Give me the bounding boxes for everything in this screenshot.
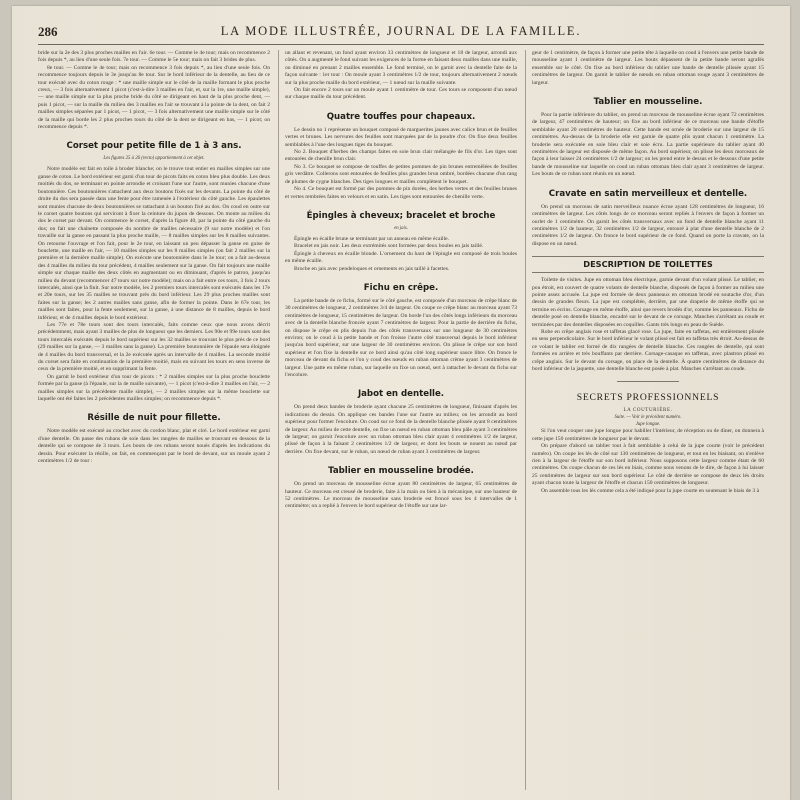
header-rule: [38, 44, 764, 45]
section-note: Suite. — Voir le précédent numéro.: [614, 415, 682, 421]
paragraph: On prépare d'abord un tablier tout à fait semblable à celui de la jupe courte (voir le précédent numéro). On coupe les lés de côté sur 130 centimètres de longueur, et tout en les biaisant, on n'enlève rien à la largeur de l'étoffe sur son bord inférieur. Nous supposons cette largeur comme étant de 60 centimètres. On coupe chacun de ces lés en biais, comme nous venons de le dire, de façon à lui laisser 25 centimètres de largeur sur son bord supérieur. Le côté de derrière se compose de deux lés droits ayant chacun toute la largeur de l'étoffe et chacun 150 centimètres de longueur.: [532, 443, 764, 487]
column-middle: [285, 50, 517, 794]
section-heading-tablier-mousseline: Tablier en mousseline.: [593, 97, 703, 108]
paragraph: Notre modèle est exécuté au crochet avec du cordon blanc, plat et ciré. Le bord extérieur est garni d'une dentelle. On passe des rubans de soie dans les rangées de mailles se trouvant en dessous de la dentelle qui se compose de 3 tours. Les bouts de ces rubans seront noués d'après les indications du dessin. Pour exécuter la résille, on fait, en commençant par le bord de devant, sur un moule ayant 2 centimètres 1/2 de tour :: [38, 428, 270, 465]
section-heading-resille: Résille de nuit pour fillette.: [87, 413, 221, 424]
paragraph: Épingle en écaille brune se terminant par un anneau en même écaille.: [294, 235, 449, 242]
paragraph: Toilette de visites. Jupe en ottoman bleu électrique, garnie devant d'un volant plissé. Le tablier, en pou étroit, est couvert de quatre volants de dentelle blanche, disposés de façon à former au milieu une pointe assez accusée. La jupe est formée de deux panneaux en ottoman brodé en soutache d'or, d'un dessin de grandes fleurs. La jupe est complétée, derrière, par une draperie de même étoffe qui se termine en écrins. Corsage en même étoffe, ainsi que revers brodés d'or, comme les panneaux. Fichu de dentelle posé en dentelle blanche, encadré sur le devant de ce corsage. Manches s'arrêtant au coude et terminées par des dentelles disposées en coquilles. Gants très longs en peau de Suède.: [532, 277, 764, 328]
section-heading-corset: Corset pour petite fille de 1 à 3 ans.: [66, 141, 242, 152]
section-rule: [617, 381, 679, 382]
paragraph: Bracelet en jais noir. Les deux extrémités sont formées par deux boules en jais taillé.: [294, 243, 484, 250]
section-heading-epingles: Épingles à cheveux; bracelet et broche: [306, 210, 496, 221]
newspaper-page: [12, 6, 790, 800]
paragraph: No 4. Ce bouquet est formé par des pommes de pin dorées, des herbes vertes et des feuilles brunes et vertes rembrées faites en velours et en satin. Les tiges sont entourées de chenille verte.: [285, 186, 517, 200]
section-note: en jais.: [394, 225, 408, 231]
section-heading-secrets: SECRETS PROFESSIONNELS: [576, 392, 720, 404]
paragraph: On fait encore 2 tours sur un moule ayant 1 centimètre de tour. Ces tours se composent d'un nœud sur chaque maille du tour précédent.: [285, 87, 517, 101]
column-left: [38, 50, 270, 794]
section-subheading: Jupe longue.: [635, 422, 661, 428]
paragraph: un allant et revenant, un fond ayant environ 33 centimètres de longueur et 18 de largeur, arrondi aux côtés. On a augmenté le fond suivant les exigences de la forme en faisant deux mailles dans une maille, ou diminué en prenant 2 mailles ensemble. Le fond terminé, on le garnit avec la dentelle faite de la façon suivante : 1er tour : On moule ayant 3 centimètres 1/2 de tour, toujours alternativement 2 nœuds sur la plus proche maille du bord extérieur, — 1 nœud sur la maille suivante.: [285, 50, 517, 86]
section-heading-fichu: Fichu en crêpe.: [363, 282, 439, 293]
paragraph: La petite bande de ce fichu, formé sur le côté gauche, est composée d'un morceau de crêpe blanc de 30 centimètres de longueur, 2 centimètres 3/4 de largeur. On coupe ce crêpe blanc au morceau ayant 73 centimètres de longueur, 15 centimètres de largeur. On borde l'un des côtés longs inférieurs du morceau avec de la dentelle blanche froncée ayant 7 centimètres de largeur. Pour la partie de derrière du fichu, on dispose le crêpe en plis depuis l'un des côtés transversaux sur une longueur de 30 centimètres environ; on le coud à la petite bande et l'on froisse l'autre côté transversal depuis le bord inférieur jusqu'au bord supérieur, sur une largeur de 30 centimètres environ. On plisse le crêpe sur son bord supérieur et l'on fixe la dentelle sur ce bord ainsi qu'au côté long supérieur sauce libre. On fronce le morceau de devant du fichu et l'on y coud des nœuds en ruban ottoman crème ayant 3 centimètres de largeur. Une patte en même ruban, sur laquelle on fixe un nœud, sert à rattacher le devant du fichu sur l'encolure.: [285, 297, 517, 378]
paragraph: Broche en jais avec pendeloques et ornements en jais taillé à facettes.: [294, 265, 450, 272]
paragraph: On prend un morceau de mousseline écrue ayant 80 centimètres de largeur, 65 centimètres de hauteur. Ce morceau est creusé de broderie, faite à la main ou bien à la mécanique, sur une hauteur de 52 centimètres. Le morceau de mousseline sans broderie est froncé sous les 4 intervalles de 1 centimètre; on a replié à l'envers le bord supérieur de l'étoffe sur une lar-: [285, 481, 517, 510]
paragraph: 8e tour. — Comme le 4e tour; mais on recommence 3 fois depuis *, au lieu d'une seule fois. On recommence toujours depuis le 3e jusqu'au 8e tour. Sur le bord inférieur de la dentelle, au lieu de ce tour exécuté avec du coton rouge : * une maille simple sur le côté de la maille formant le plus proche creux, — 3 fois alternativement 1 picot (c'est-à-dire 3 mailles en l'air, et, sur la 1re, une maille simple), — une maille simple sur la plus proche bride du côté se dirigeant en haut de la plus proche dent, — puis 1 picot, — sur la maille du milieu des 3 mailles en l'air se trouvant à la pointe de la dent, on fait 2 mailles simples séparées par 1 picot, — 1 picot, — 3 fois alternativement une maille simple sur le côté de la maille qui borde les 2 plus proches tours du côté de la dent se dirigeant en bas, — 1 picot; on recommence depuis *.: [38, 64, 270, 131]
section-heading-cravate: Cravate en satin merveilleux et dentelle.: [548, 188, 748, 199]
paragraph: Si l'on veut couper une jupe longue pour habiller l'intérieur, de réception ou de diner, on donnera à cette jupe 150 centimètres de longueur par le devant.: [532, 428, 764, 442]
paragraph: Pour la partie inférieure du tablier, on prend un morceau de mousseline écrue ayant 72 centimètres de largeur, 47 centimètres de hauteur; on fixe au bord inférieur de ce morceau une bande d'étoffe semblable ayant 20 centimètres de hauteur. Cette bande est ornée de broderie sur une largeur de 15 centimètres. Au-dessus de la broderie elle est garnie de quatre plis ayant chacun 1 centimètre. La broderie sera exécutée en soie bleu clair et soie écru. La partie supérieure du tablier ayant 40 centimètres de largeur est disposée de même façon. Au bord supérieur, on plisse les deux morceaux de façon à leur laisser 24 centimètres 1/2 de largeur; on les prend entre le dessus et le dessous d'une petite bande de mousseline sur laquelle on coud un ruban ottoman bleu clair ayant 3 centimètres de largeur. Les bouts de ce ruban sont réunis en un nœud.: [532, 112, 764, 178]
paragraph: On garnit le bord extérieur d'un tour de picots : * 2 mailles simples sur la plus proche bouclette formée par la ganse (à l'épaule, sur la 4e maille suivante), — 1 picot (c'est-à-dire 3 mailles en l'air, — 2 mailles simples sur la précédente maille simple), — 2 mailles simples sur la même bouclette sur laquelle ont été faites les 2 précédentes mailles simples; on recommence depuis *.: [38, 373, 270, 403]
paragraph: No 2. Bouquet d'herbes des champs faites en soie brun clair mélangée de fils d'or. Les tiges sont entourées de chenille brun clair.: [285, 149, 517, 163]
page-header: [38, 24, 764, 42]
text-columns: [38, 50, 764, 794]
column-divider: [525, 50, 526, 790]
journal-title: LA MODE ILLUSTRÉE, JOURNAL DE LA FAMILLE.: [220, 24, 582, 38]
section-heading-jabot: Jabot en dentelle.: [357, 389, 445, 400]
section-note: Les figures 25 à 26 (recto) appartiennent à cet objet.: [103, 156, 205, 162]
column-divider: [278, 50, 279, 790]
paragraph: Robe en crêpe anglais rose et taffetas glacé rose. La jupe, faite en taffetas, est entièrement plissée en sens perpendiculaire. Sur le bord inférieur le volant plissé est fait en taffetas très étroit. Au-dessus de ce volant le tablier est formé de dix rangées de dentelle blanche. Ces rangées de dentelle, qui sont formées en arrière et très bouffants par derrière. Corsage-casaque en taffetas, avec plastron plissé en crêpe anglais. Sur le devant du corsage, on place de la dentelle. À quatre centimètres de distance du bord inférieur de la jaquette, une dentelle blanche est posée à plat. Manches s'arrêtant au coude.: [532, 328, 764, 372]
paragraph: Épingle à cheveux en écaille blonde. L'ornement du haut de l'épingle est composé de trois boules en même écaille.: [285, 250, 517, 265]
section-heading-toilettes: DESCRIPTION DE TOILETTES: [532, 256, 764, 273]
section-heading-tablier-brodee: Tablier en mousseline brodée.: [328, 466, 474, 477]
paragraph: On assemble tous les lés comme cela a été indiqué pour la jupe courte en soutenant le biais de 3 à: [541, 487, 760, 494]
paragraph: No 3. Ce bouquet se compose de touffes de petites pommes de pin brunes entremêlées de feuilles gris verdâtre. Collerons sont entourées de feuilles plus grandes brun ombré, bordées chacune d'un rang de plumes de cygne blanches. Des tiges longues et mailles complètent le bouquet.: [285, 163, 517, 185]
paragraph: On prend deux bandes de broderie ayant chacune 25 centimètres de longueur, finissant d'après les indications du dessin. On applique ces bandes l'une sur l'autre au milieu; on les arrondit au bord supérieur pour former l'encolure. On coud sur ce fond de la dentelle blanche plissée ayant 8 centimètres de largeur. Au milieu de cette dentelle, on fixe un nœud en ruban ottoman bleu pâle ayant 3 centimètres de largeur; on garnit l'encolure avec un ruban ottoman bleu clair ayant 4 centimètres 1/2 de largeur, plissé de façon à la faisant 2 centimètres 1/2 de largeur, et dont les bouts se nouent au nœud par derrière. On fixe devant, sur le ruban, un nœud de ruban ayant 3 centimètres de largeur.: [285, 404, 517, 455]
section-subtitle: LA COUTURIÈRE.: [623, 408, 673, 414]
paragraph: On prend un morceau de satin merveilleux nuance écrue ayant 128 centimètres de longueur, 16 centimètres de largeur. Les côtés longs de ce morceau seront repliés à l'envers de façon à former un ourlet de 1 centimètre. On garnit les côtés transversaux avec un fond de dentelle blanche ayant 11 centimètres 1/2 de hauteur, 32 centimètres 1/2 de largeur, entouré à plat d'une dentelle blanche de 2 centimètres 1/2 de largeur. On fronce le bord supérieur de ce fond. Quand on porte la cravate, on la dispose en un nœud.: [532, 203, 764, 247]
page-number: 286: [38, 24, 58, 39]
paragraph: bride sur la 2e des 3 plus proches mailles en l'air. 6e tour. — Comme le 4e tour; mais on recommence 2 fois depuis *, au lieu d'une seule fois. 7e tour. — Comme le 5e tour; mais on fait 3 brides de plus.: [38, 50, 270, 64]
column-right: [532, 50, 764, 794]
paragraph: Le dessin no 1 représente un bouquet composé de marguerites jaunes avec calice brun et de feuilles vertes et brunes. Les nervures des feuilles sont marquées par de la poudre d'or. On fixe deux feuilles semblables à l'une des longues tiges du bouquet.: [285, 126, 517, 148]
section-heading-touffes: Quatre touffes pour chapeaux.: [326, 111, 476, 122]
paragraph: geur de 1 centimètre, de façon à former une petite tête à laquelle on coud à l'envers une petite bande de mousseline ayant 1 centimètre de largeur. Les bouts dépassent de la petite bande seront agrafés ensemble sur le côté. On fixe au bord inférieur du tablier une bande de dentelle plissée ayant 15 centimètres de largeur. On garnit le tablier de nœuds en ruban ottoman rouge ayant 3 centimètres de largeur.: [532, 50, 764, 86]
paragraph: Les 77e et 78e tours sont des tours intercalés, faits comme ceux que nous avons décrit précédemment, mais ayant 3 mailles de plus de longueur que les derniers. Les 90e et 99e tours sont des tours intercalés exécutés depuis le bord supérieur sur les 32 mailles se trouvant le plus près de ce bord (29 mailles sur la ganse, — 3 mailles sans la ganse). La première boutonnière de l'épaule sera éloignée de 4 mailles du bord transversal, et la 2e exécutée après un intervalle de 4 mailles. La seconde moitié du corset sera faite en continuation de la première moitié, mais en suivant les tours en sens inverse de ceux de la première moitié, et en supprimant la fente.: [38, 322, 270, 373]
paragraph: Notre modèle est fait en toile à broder blanche; on le trouve tout entier en mailles simples sur une ganse de coton. Le bord extérieur est garni d'un tour de picots faits en coton bleu plus double. Les deux moitiés du dos, se terminant en pointe arrondie et croisant l'une sur l'autre, sont munies chacune d'une boutonnière. Ces boutonnières s'attachent aux deux boutons fixés sur les devants. La pointe du côté de droite du dos sera passée dans une fente pour être ramenée à l'extérieur du côté gauche. Les épaulettes sont munies chacune de deux boutonnières se rattachant à un bouton fixé au dos. On coud en outre sur le corset quatre boutons qui serviront à fixer la ceinture du jupon de dessous. On monte au milieu du dos le corset par devant. On commence le corset, d'après la figure 40, par la pointe du côté gauche du dos; on fait une chaînette composée du nombre de mailles nécessaire (9 sur notre modèle) et l'on travaille sur la ganse en passant la plus proche maille, — 8 mailles simples sur les 8 mailles suivantes. On retourne l'ouvrage et l'on fait, pour le 2e tour, en laissant un peu dépasser la ganse en guise de bouclette, une maille en l'air, — 10 mailles simples sur les 8 mailles simples (on fait 2 mailles sur la première et la dernière maille simple). On exécute une boutonnière dans le 3e tour; on a fait au-dessus des 4 mailles du milieu du tour précédent, 4 mailles seulement sur la ganse. On fait toujours une maille simple sur chaque maille des deux côtés en augmentant ou en diminuant, d'après le patron, jusqu'au milieu du devant (recommencer 47 tours sur notre modèle); mais on a fait entre ces tours, 3 fois 2 tours intercalés, ainsi que la finit. Sur notre modèle, les 2 premiers tours intercalés sont exécutés dans les 17e et 20e tours, sur les 35 mailles se trouvant près du bord inférieur. Les 29 plus proches mailles sont faites sur la ganse; les 2 autres mailles sans ganse, afin de former la pointe. Dans le 67e tour, les mailles sont faites, pour la fente seulement, sur la ganse, à une distance de 8 mailles, depuis le bord inférieur, et de 4 mailles depuis le bord extérieur.: [38, 166, 270, 321]
